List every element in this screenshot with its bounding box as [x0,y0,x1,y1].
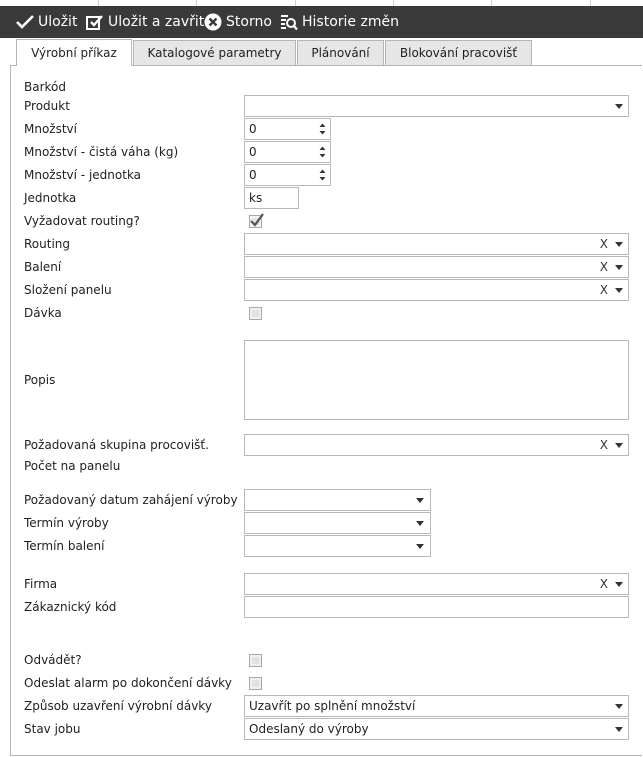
clear-icon[interactable]: X [599,438,608,452]
panel-composition-label: Složení panelu [24,283,112,297]
production-term-picker[interactable] [244,512,431,534]
product-label: Produkt [24,99,70,113]
spinner-arrows-icon[interactable] [319,121,326,137]
tab-production-order[interactable] [16,39,132,66]
count-per-panel-label: Počet na panelu [24,459,121,473]
quantity-net-weight-input[interactable] [244,141,331,163]
tab-workplace-blocking[interactable] [385,40,532,65]
chevron-down-icon [615,443,623,448]
start-date-label: Požadovaný datum zahájení výroby [24,493,238,507]
job-status-value: Odeslaný do výroby [249,722,369,736]
packaging-term-picker[interactable] [244,535,431,557]
save-edit-icon [86,14,104,30]
tab-label: Plánování [311,46,370,60]
cancel-label: Storno [226,14,272,30]
top-strip [0,0,643,6]
toolbar [0,0,643,38]
history-button[interactable] [280,12,399,32]
quantity-input[interactable] [244,118,331,140]
batch-checkbox[interactable] [249,307,262,320]
panel-composition-select[interactable] [244,279,629,301]
barcode-label: Barkód [24,80,66,94]
tab-label: Katalogové parametry [147,46,282,60]
batch-label: Dávka [24,306,62,320]
deduct-label: Odvádět? [24,653,82,667]
history-search-icon [280,14,298,31]
tab-label: Blokování pracovišť [399,46,518,60]
quantity-net-weight-value: 0 [249,145,257,159]
chevron-down-icon [615,727,623,732]
quantity-unit-label: Množství - jednotka [24,168,142,182]
clear-icon[interactable]: X [599,260,608,274]
quantity-unit-input[interactable] [244,164,331,186]
history-label: Historie změn [302,14,399,30]
packaging-term-label: Termín balení [24,539,105,553]
quantity-net-weight-label: Množství - čistá váha (kg) [24,145,179,159]
job-status-select[interactable] [244,718,629,740]
clear-icon[interactable]: X [599,577,608,591]
job-status-label: Stav jobu [24,722,81,736]
save-close-button[interactable] [86,12,204,32]
require-routing-checkbox[interactable] [249,215,262,228]
customer-code-label: Zákaznický kód [24,600,117,614]
chevron-down-icon [615,288,623,293]
product-select[interactable] [244,95,629,117]
chevron-down-icon [416,498,424,503]
require-routing-label: Vyžadovat routing? [24,214,140,228]
company-select[interactable] [244,573,629,595]
packaging-label: Balení [24,260,62,274]
production-term-label: Termín výroby [24,516,109,530]
deduct-checkbox[interactable] [249,654,262,667]
routing-select[interactable] [244,233,629,255]
clear-icon[interactable]: X [599,283,608,297]
company-label: Firma [24,577,58,591]
cancel-button[interactable] [204,12,272,32]
description-label: Popis [24,373,56,387]
chevron-down-icon [416,521,424,526]
save-close-label: Uložit a zavřit [108,14,205,30]
save-button[interactable] [16,12,77,32]
chevron-down-icon [615,104,623,109]
unit-input[interactable] [244,187,299,209]
workplace-group-label: Požadovaná skupina procovišť. [24,438,209,452]
chevron-down-icon [615,582,623,587]
quantity-unit-value: 0 [249,168,257,182]
quantity-value: 0 [249,122,257,136]
tab-catalog-parameters[interactable] [133,40,296,65]
clear-icon[interactable]: X [599,237,608,251]
description-textarea[interactable] [244,340,629,420]
spinner-arrows-icon[interactable] [319,167,326,183]
unit-value: ks [249,191,263,205]
closing-method-select[interactable] [244,695,629,717]
routing-label: Routing [24,237,71,251]
alarm-label: Odeslat alarm po dokončení dávky [24,676,232,690]
cancel-circle-icon [204,13,222,31]
save-label: Uložit [38,14,78,30]
tab-bar [0,38,643,66]
quantity-label: Množství [24,122,77,136]
checkmark-icon [249,212,265,228]
unit-label: Jednotka [24,191,77,205]
tab-label: Výrobní příkaz [31,46,117,60]
spinner-arrows-icon[interactable] [319,144,326,160]
chevron-down-icon [615,242,623,247]
checkmark-icon [16,15,34,29]
closing-method-label: Způsob uzavření výrobní dávky [24,699,212,713]
packaging-select[interactable] [244,256,629,278]
workplace-group-select[interactable] [244,434,629,456]
tab-planning[interactable] [297,40,384,65]
alarm-checkbox[interactable] [249,677,262,690]
chevron-down-icon [615,704,623,709]
customer-code-input[interactable] [244,596,629,618]
chevron-down-icon [416,544,424,549]
chevron-down-icon [615,265,623,270]
closing-method-value: Uzavřít po splnění množství [249,699,416,713]
start-date-picker[interactable] [244,489,431,511]
